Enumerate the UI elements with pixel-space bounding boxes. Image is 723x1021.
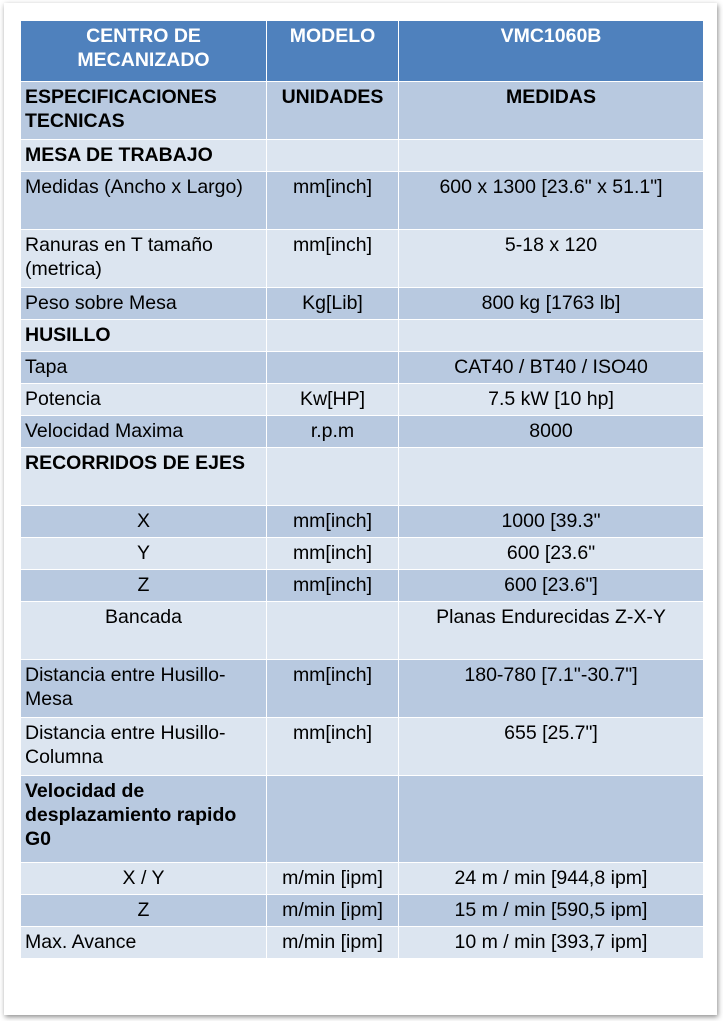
table-row xyxy=(21,927,704,959)
value-cell xyxy=(399,448,704,506)
table-row xyxy=(21,863,704,895)
table-row xyxy=(21,230,704,288)
table-row xyxy=(21,776,704,863)
unit-cell: r.p.m xyxy=(267,416,399,448)
value-cell: 180-780 [7.1"-30.7"] xyxy=(399,660,704,718)
value-cell: MEDIDAS xyxy=(399,82,704,140)
spec-name-cell: Velocidad Maxima xyxy=(21,416,267,448)
value-cell: CAT40 / BT40 / ISO40 xyxy=(399,352,704,384)
spec-name-cell: MESA DE TRABAJO xyxy=(21,140,267,172)
value-cell: 1000 [39.3" xyxy=(399,506,704,538)
spec-table xyxy=(20,20,704,959)
value-cell: 5-18 x 120 xyxy=(399,230,704,288)
unit-cell: Kg[Lib] xyxy=(267,288,399,320)
value-cell: 655 [25.7"] xyxy=(399,718,704,776)
table-row xyxy=(21,602,704,660)
unit-cell: m/min [ipm] xyxy=(267,895,399,927)
header-model-value: VMC1060B xyxy=(399,21,704,82)
spec-name-cell: ESPECIFICACIONES TECNICAS xyxy=(21,82,267,140)
spec-name-cell: X xyxy=(21,506,267,538)
unit-cell xyxy=(267,320,399,352)
value-cell: 7.5 kW [10 hp] xyxy=(399,384,704,416)
unit-cell: mm[inch] xyxy=(267,538,399,570)
spec-name-cell: Potencia xyxy=(21,384,267,416)
value-cell: 800 kg [1763 lb] xyxy=(399,288,704,320)
unit-cell xyxy=(267,448,399,506)
table-row xyxy=(21,895,704,927)
document-page xyxy=(4,3,717,1015)
table-row xyxy=(21,660,704,718)
value-cell: 600 x 1300 [23.6" x 51.1"] xyxy=(399,172,704,230)
table-row xyxy=(21,172,704,230)
spec-name-cell: Peso sobre Mesa xyxy=(21,288,267,320)
unit-cell: mm[inch] xyxy=(267,718,399,776)
spec-name-cell: X / Y xyxy=(21,863,267,895)
table-row xyxy=(21,570,704,602)
spec-name-cell: Z xyxy=(21,895,267,927)
table-row xyxy=(21,384,704,416)
unit-cell: mm[inch] xyxy=(267,172,399,230)
header-machine-type: CENTRO DE MECANIZADO xyxy=(21,21,267,82)
table-row xyxy=(21,416,704,448)
spec-name-cell: Y xyxy=(21,538,267,570)
unit-cell: UNIDADES xyxy=(267,82,399,140)
spec-name-cell: Distancia entre Husillo-Mesa xyxy=(21,660,267,718)
value-cell xyxy=(399,320,704,352)
unit-cell: mm[inch] xyxy=(267,660,399,718)
value-cell xyxy=(399,776,704,863)
spec-table-body xyxy=(21,82,704,959)
unit-cell xyxy=(267,602,399,660)
value-cell: 600 [23.6"] xyxy=(399,570,704,602)
spec-name-cell: Z xyxy=(21,570,267,602)
value-cell: 15 m / min [590,5 ipm] xyxy=(399,895,704,927)
table-row xyxy=(21,718,704,776)
value-cell: Planas Endurecidas Z-X-Y xyxy=(399,602,704,660)
spec-name-cell: Distancia entre Husillo-Columna xyxy=(21,718,267,776)
value-cell: 8000 xyxy=(399,416,704,448)
spec-name-cell: Medidas (Ancho x Largo) xyxy=(21,172,267,230)
table-header-row xyxy=(21,21,704,82)
unit-cell: mm[inch] xyxy=(267,230,399,288)
table-row xyxy=(21,538,704,570)
spec-name-cell: Bancada xyxy=(21,602,267,660)
value-cell: 24 m / min [944,8 ipm] xyxy=(399,863,704,895)
spec-name-cell: HUSILLO xyxy=(21,320,267,352)
table-row xyxy=(21,352,704,384)
unit-cell xyxy=(267,352,399,384)
table-row xyxy=(21,288,704,320)
unit-cell xyxy=(267,140,399,172)
spec-name-cell: Max. Avance xyxy=(21,927,267,959)
unit-cell: m/min [ipm] xyxy=(267,927,399,959)
unit-cell: mm[inch] xyxy=(267,506,399,538)
spec-name-cell: Tapa xyxy=(21,352,267,384)
table-row xyxy=(21,448,704,506)
unit-cell: m/min [ipm] xyxy=(267,863,399,895)
spec-name-cell: Velocidad de desplazamiento rapido G0 xyxy=(21,776,267,863)
table-row xyxy=(21,320,704,352)
table-row xyxy=(21,140,704,172)
spec-name-cell: Ranuras en T tamaño (metrica) xyxy=(21,230,267,288)
header-model-label: MODELO xyxy=(267,21,399,82)
unit-cell: mm[inch] xyxy=(267,570,399,602)
spec-name-cell: RECORRIDOS DE EJES xyxy=(21,448,267,506)
table-row xyxy=(21,506,704,538)
value-cell: 10 m / min [393,7 ipm] xyxy=(399,927,704,959)
unit-cell xyxy=(267,776,399,863)
unit-cell: Kw[HP] xyxy=(267,384,399,416)
value-cell xyxy=(399,140,704,172)
value-cell: 600 [23.6" xyxy=(399,538,704,570)
table-row xyxy=(21,82,704,140)
